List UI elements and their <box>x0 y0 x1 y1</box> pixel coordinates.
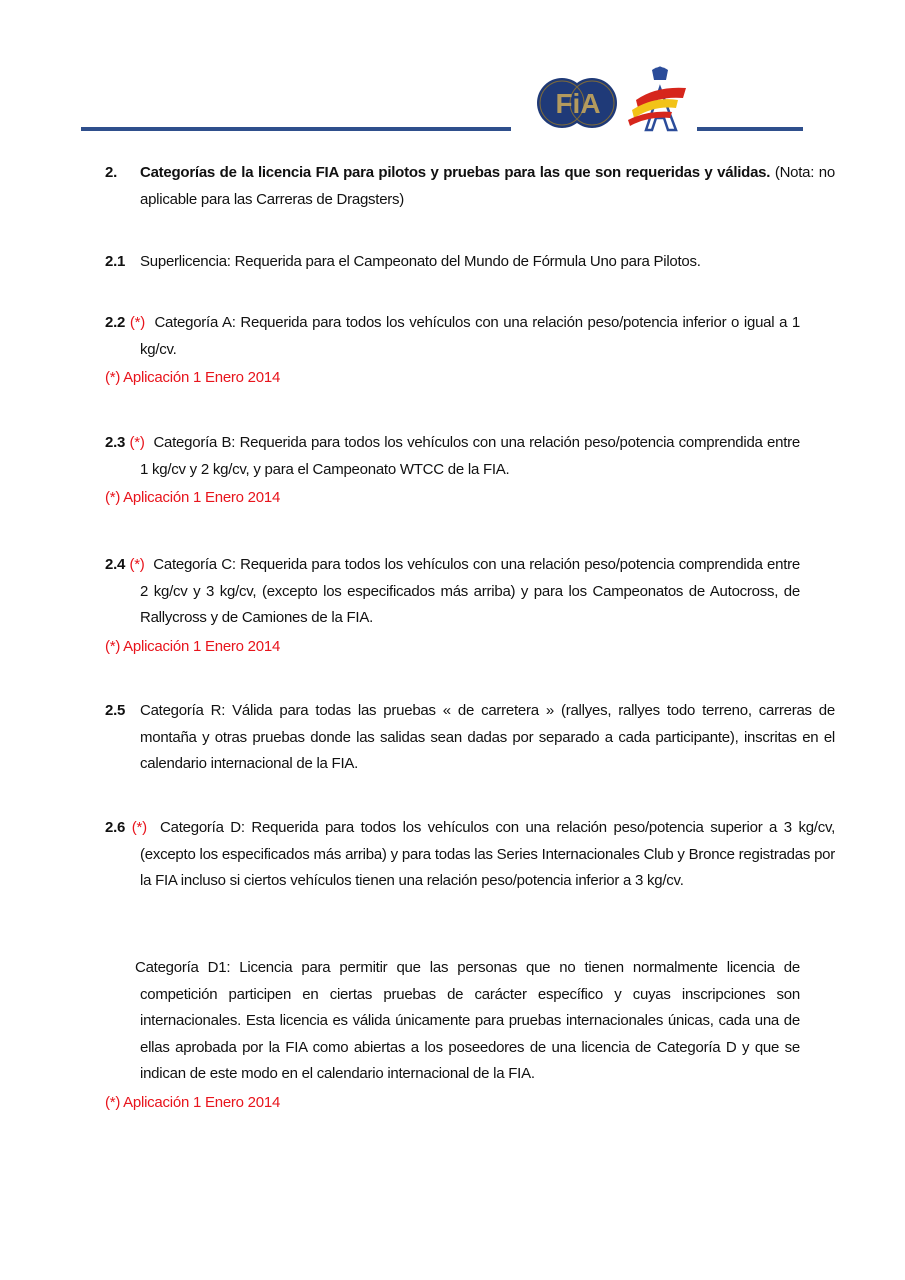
d1-text: Categoría D1: Licencia para permitir que las personas que no tienen normalmente licencia de competición participen en ciertas pruebas de carácter específico y cuyas inscripciones son internacionales. Esta licencia es válida únicamente para pruebas internacionales únicas, cada una de ellas aprobada por la FIA como abiertas a los poseedores de una licencia de Categoría D y que se indican de este modo en el calendario internacional de la FIA. <box>135 959 800 1082</box>
item-marker: (*) <box>129 434 145 451</box>
fia-logo <box>536 75 620 131</box>
item-text: Categoría B: Requerida para todos los vehículos con una relación peso/potencia comprendida entre 1 kg/cv y 2 kg/cv, y para el Campeonato WTCC de la FIA. <box>140 434 801 478</box>
item-d1 <box>105 955 800 1116</box>
section-note: (Nota: no aplicable para las Carreras de Dragsters) <box>140 164 835 208</box>
item-text: Categoría A: Requerida para todos los vehículos con una relación peso/potencia inferior o igual a 1 kg/cv. <box>140 314 801 358</box>
application-note: (*) Aplicación 1 Enero 2014 <box>105 369 281 386</box>
item-2-3 <box>105 430 800 512</box>
header-rule-left <box>81 127 511 131</box>
item-number: 2.3 <box>105 434 126 451</box>
svg-text:FiA: FiA <box>555 88 601 119</box>
application-note: (*) Aplicación 1 Enero 2014 <box>105 489 281 506</box>
item-2-1 <box>105 249 835 276</box>
item-text: Categoría R: Válida para todas las pruebas « de carretera » (rallyes, rallyes todo terreno, carreras de montaña y otras pruebas donde las salidas sean dadas por separado a cada participante), inscritas en el calendario internacional de la FIA. <box>140 702 835 772</box>
item-text: Categoría D: Requerida para todos los vehículos con una relación peso/potencia superior a 3 kg/cv, (excepto los especificados más arriba) y para todas las Series Internacionales Club y Bronce registradas por la FIA incluso si ciertos vehículos tienen una relación peso/potencia inferior a 3 kg/cv. <box>140 819 836 889</box>
item-number: 2.2 <box>105 314 126 331</box>
item-number: 2.1 <box>105 253 126 270</box>
item-text: Categoría C: Requerida para todos los vehículos con una relación peso/potencia comprendida entre 2 kg/cv y 3 kg/cv, (excepto los especificados más arriba) y para los Campeonatos de Autocross, de Rallycross y de Camiones de la FIA. <box>140 556 800 626</box>
item-number: 2.5 <box>105 702 126 719</box>
application-note: (*) Aplicación 1 Enero 2014 <box>105 637 281 655</box>
item-marker: (*) <box>131 819 147 836</box>
item-number: 2.4 <box>105 556 126 573</box>
item-2-2 <box>105 310 800 392</box>
item-marker: (*) <box>129 556 145 573</box>
item-marker: (*) <box>129 314 145 331</box>
section-title: Categorías de la licencia FIA para pilotos y pruebas para las que son requeridas y válidas. <box>140 164 771 181</box>
item-2-4 <box>105 552 800 660</box>
header-rule-right <box>697 127 803 131</box>
item-2-6 <box>105 815 835 895</box>
application-note: (*) Aplicación 1 Enero 2014 <box>105 1093 281 1111</box>
rfeda-logo <box>626 66 690 134</box>
item-number: 2.6 <box>105 819 126 836</box>
item-2-5 <box>105 698 835 778</box>
section-number: 2. <box>105 164 118 181</box>
section-heading <box>105 160 835 213</box>
item-text: Superlicencia: Requerida para el Campeonato del Mundo de Fórmula Uno para Pilotos. <box>140 253 701 270</box>
